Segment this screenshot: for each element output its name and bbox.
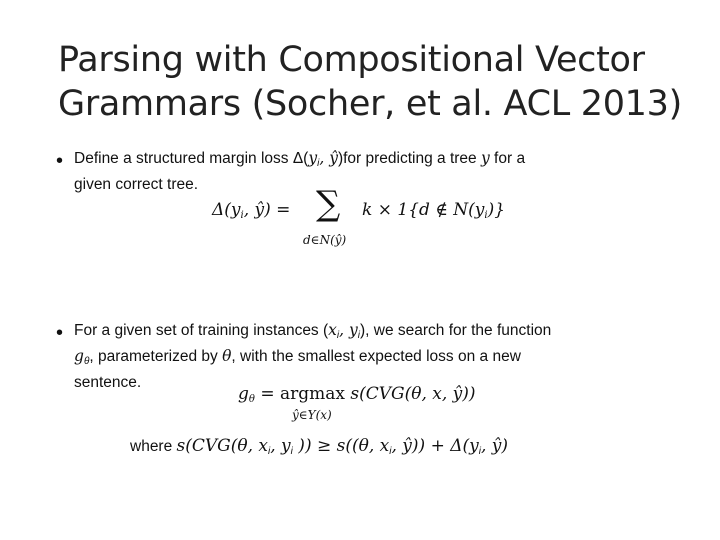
- bullet-2-theta: θ: [222, 347, 232, 365]
- constraint-eq-b-sub: i: [290, 446, 293, 457]
- bullet-1-comma: ,: [319, 149, 330, 167]
- constraint-eq-d-sub: i: [478, 446, 481, 457]
- loss-eq-rhs: k × 1{d ∉ N(y: [362, 200, 485, 220]
- constraint-eq-d: , ŷ)) + Δ(y: [391, 436, 479, 456]
- bullet-2-g: g: [74, 347, 84, 365]
- bullet-2-text-a: For a given set of training instances (: [74, 322, 329, 339]
- argmax-underscript: [292, 404, 332, 423]
- bullet-1-y: y: [308, 149, 318, 167]
- bullet-2-comma: ,: [339, 321, 349, 339]
- where-label: where: [130, 438, 177, 455]
- bullet-1-line-2: given correct tree.: [74, 176, 199, 193]
- bullet-1-marker: •: [56, 150, 64, 172]
- bullet-1-text-b: )for predicting a tree: [337, 150, 481, 167]
- constraint-eq-c-sub: i: [389, 446, 392, 457]
- bullet-2-yi: i: [357, 330, 360, 341]
- bullet-1-y2: y: [480, 149, 490, 167]
- bullet-2-line-2: [74, 346, 674, 372]
- bullet-2-text-d: , with the smallest expected loss on a new: [231, 348, 521, 365]
- bullet-2-text-c: , parameterized by: [89, 348, 223, 365]
- constraint-eq-b: , y: [270, 436, 291, 456]
- slide-title-line-1: Parsing with Compositional Vector: [58, 40, 645, 80]
- loss-eq-lhs-sub: i: [240, 210, 244, 221]
- bullet-1-line-1: [74, 148, 674, 174]
- sum-under-text: d∈N(ŷ): [303, 233, 347, 247]
- slide-title-line-2: Grammars (Socher, et al. ACL 2013): [58, 84, 682, 124]
- constraint-eq-e: , ŷ): [480, 436, 509, 456]
- loss-eq-lhs: Δ(y: [212, 200, 241, 220]
- loss-eq-lhs-rest: , ŷ) =: [243, 200, 291, 220]
- constraint-eq-c: )) ≥ s((θ, x: [292, 436, 390, 456]
- constraint-eq-a-sub: i: [268, 446, 271, 457]
- bullet-2-marker: •: [56, 322, 64, 344]
- argmax-equation: [238, 384, 476, 405]
- bullet-1-i: i: [317, 158, 320, 169]
- bullet-2-text: [74, 320, 674, 393]
- slide-title: [58, 38, 698, 126]
- summation-underscript: [303, 229, 346, 248]
- bullet-2-line-1: [74, 320, 674, 346]
- bullet-2-x: x: [328, 321, 337, 339]
- argmax-under-text: ŷ∈Y(x): [292, 408, 332, 422]
- constraint-equation: [130, 436, 508, 457]
- argmax-eq-lhs: g: [238, 384, 249, 404]
- bullet-2-xi: i: [336, 330, 340, 341]
- loss-equation-lhs: [212, 200, 290, 221]
- bullet-1-text-c: for a: [489, 150, 526, 167]
- summation-symbol: ∑: [316, 184, 341, 224]
- loss-eq-rhs-sub: i: [484, 210, 488, 221]
- bullet-1-text: [74, 148, 674, 195]
- bullet-2-gsub: θ: [83, 356, 90, 367]
- bullet-2-line-3: sentence.: [74, 374, 142, 391]
- argmax-eq-lhs-sub: θ: [248, 394, 255, 405]
- bullet-2-text-b: ), we search for the function: [360, 322, 552, 339]
- argmax-eq-rhs: s(CVG(θ, x, ŷ)): [350, 384, 476, 404]
- argmax-eq-mid: = argmax: [254, 384, 351, 404]
- loss-equation-rhs: [362, 200, 505, 221]
- constraint-eq-a: s(CVG(θ, x: [176, 436, 269, 456]
- loss-eq-rhs-end: )}: [487, 200, 506, 220]
- bullet-1-yhat: ŷ: [329, 149, 338, 167]
- bullet-2-y: y: [349, 321, 358, 339]
- bullet-1-text-a: Define a structured margin loss Δ(: [74, 150, 309, 167]
